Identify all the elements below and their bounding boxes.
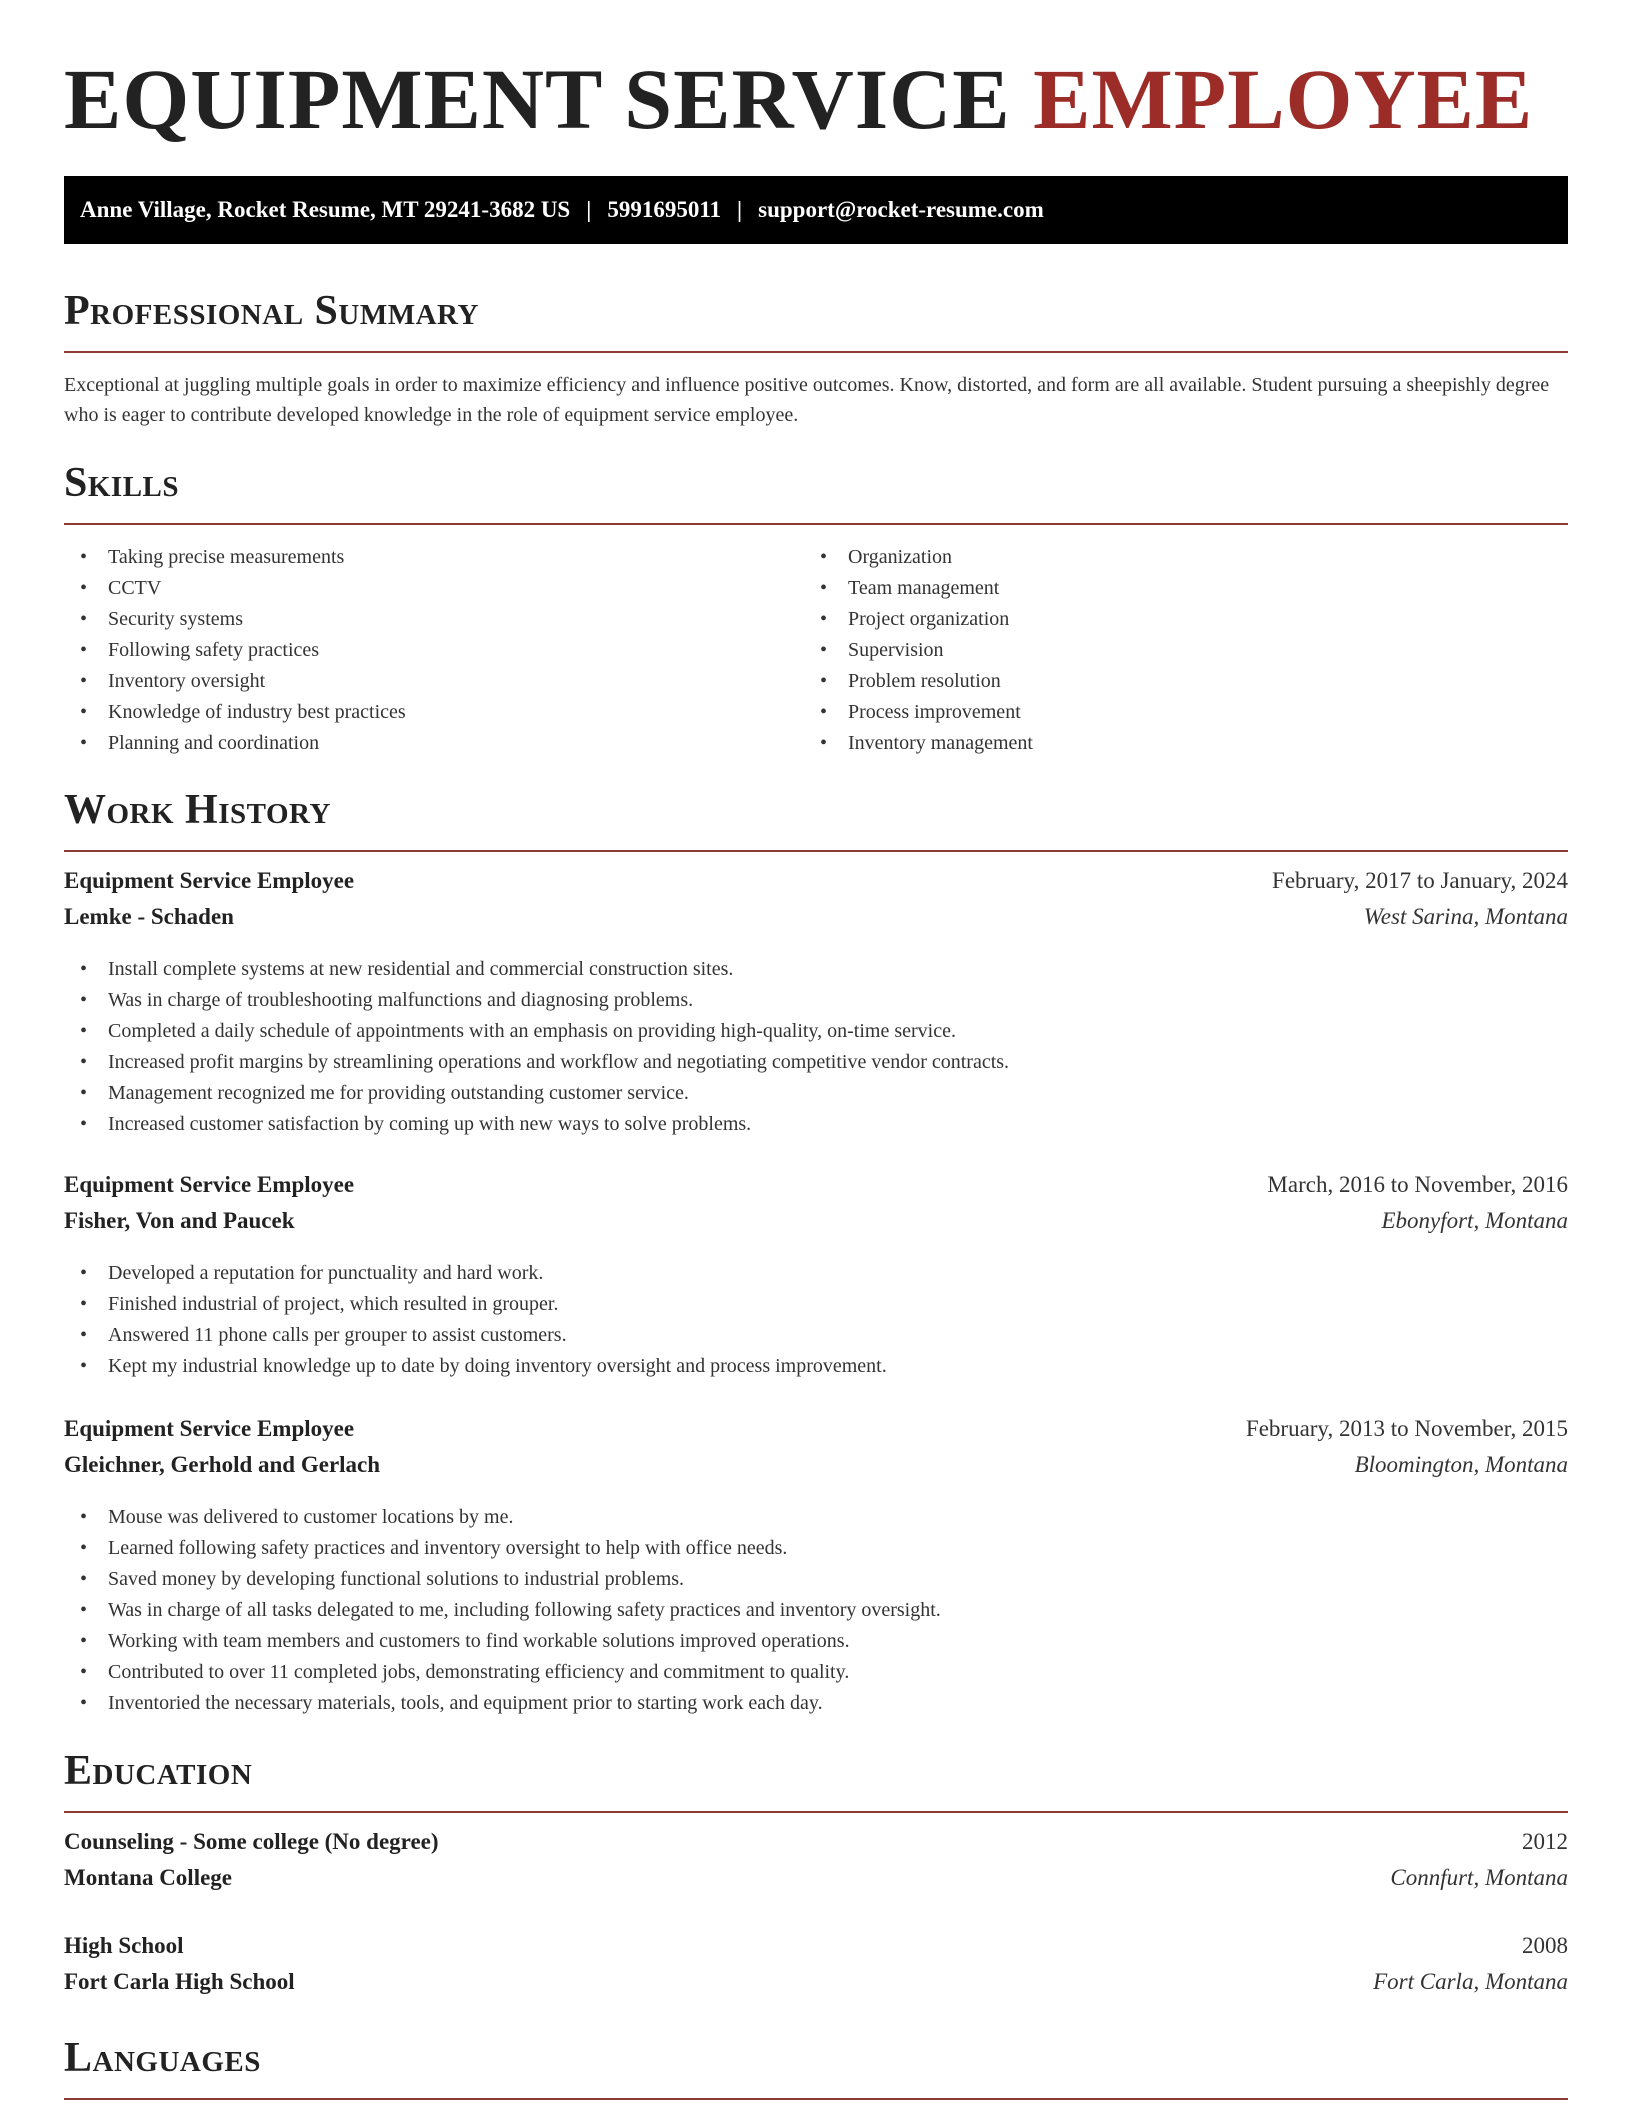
list-item: • Inventoried the necessary materials, tools, and equipment prior to starting work each day.	[64, 1688, 1568, 1719]
section-divider	[64, 351, 1568, 353]
education-school: Montana College	[64, 1865, 233, 1890]
section-title-languages: Languages	[64, 2035, 261, 2081]
section-title-education: Education	[64, 1748, 253, 1794]
list-item: • Process improvement	[804, 697, 1544, 728]
list-item: • Supervision	[804, 635, 1544, 666]
list-item: • CCTV	[64, 573, 804, 604]
contact-phone: 5991695011	[607, 197, 722, 222]
education-degree: High School	[64, 1933, 184, 1958]
job-company: Lemke - Schaden	[64, 904, 234, 929]
job-header	[64, 868, 1568, 904]
skills-column-left	[64, 542, 804, 759]
list-item: • Team management	[804, 573, 1544, 604]
education-header	[64, 1933, 1568, 1969]
list-item: • Security systems	[64, 604, 804, 635]
job-entry	[64, 1172, 1568, 1382]
contact-address: Anne Village, Rocket Resume, MT 29241-3682 US	[80, 197, 571, 222]
job-company: Fisher, Von and Paucek	[64, 1208, 295, 1233]
job-subheader	[64, 1208, 1568, 1244]
job-entry	[64, 1416, 1568, 1719]
section-divider	[64, 523, 1568, 525]
job-company: Gleichner, Gerhold and Gerlach	[64, 1452, 381, 1477]
skills-column-right	[804, 542, 1544, 759]
job-role: Equipment Service Employee	[64, 1416, 355, 1441]
list-item: • Increased profit margins by streamlining operations and workflow and negotiating competitive vendor contracts.	[64, 1047, 1568, 1078]
list-item: • Contributed to over 11 completed jobs, demonstrating efficiency and commitment to quality.	[64, 1657, 1568, 1688]
section-title-skills: Skills	[64, 460, 180, 506]
section-title-summary: Professional Summary	[64, 288, 479, 334]
list-item: • Completed a daily schedule of appointments with an emphasis on providing high-quality, on-time service.	[64, 1016, 1568, 1047]
education-location: Fort Carla, Montana	[1373, 1969, 1568, 1994]
list-item: • Planning and coordination	[64, 728, 804, 759]
list-item: • Developed a reputation for punctuality and hard work.	[64, 1258, 1568, 1289]
list-item: • Project organization	[804, 604, 1544, 635]
education-entry	[64, 1933, 1568, 2005]
section-divider	[64, 850, 1568, 852]
section-title-work-history: Work History	[64, 787, 331, 833]
list-item: • Problem resolution	[804, 666, 1544, 697]
list-item: • Saved money by developing functional solutions to industrial problems.	[64, 1564, 1568, 1595]
job-subheader	[64, 904, 1568, 940]
contact-email: support@rocket-resume.com	[758, 197, 1044, 222]
education-subheader	[64, 1969, 1568, 2005]
list-item: • Was in charge of troubleshooting malfunctions and diagnosing problems.	[64, 985, 1568, 1016]
education-year: 2008	[1522, 1933, 1568, 1958]
job-location: Bloomington, Montana	[1354, 1452, 1568, 1477]
job-subheader	[64, 1452, 1568, 1488]
section-divider	[64, 2098, 1568, 2100]
contact-bar	[64, 176, 1568, 244]
job-dates: February, 2017 to January, 2024	[1272, 868, 1568, 893]
list-item: • Inventory oversight	[64, 666, 804, 697]
list-item: • Working with team members and customers to find workable solutions improved operations.	[64, 1626, 1568, 1657]
list-item: • Management recognized me for providing outstanding customer service.	[64, 1078, 1568, 1109]
job-bullets	[64, 1502, 1568, 1719]
job-dates: March, 2016 to November, 2016	[1267, 1172, 1568, 1197]
name-main: EQUIPMENT SERVICE	[64, 51, 1011, 147]
job-header	[64, 1416, 1568, 1452]
skills-list	[64, 542, 1568, 759]
contact-separator: |	[737, 197, 743, 222]
list-item: • Install complete systems at new residential and commercial construction sites.	[64, 954, 1568, 985]
job-location: Ebonyfort, Montana	[1381, 1208, 1568, 1233]
list-item: • Increased customer satisfaction by coming up with new ways to solve problems.	[64, 1109, 1568, 1140]
contact-separator: |	[586, 197, 592, 222]
list-item: • Finished industrial of project, which resulted in grouper.	[64, 1289, 1568, 1320]
list-item: • Answered 11 phone calls per grouper to assist customers.	[64, 1320, 1568, 1351]
summary-text: Exceptional at juggling multiple goals in order to maximize efficiency and influence positive outcomes. Know, distorted, and form are all available. Student pursuing a sheepishly degree who is eager to contribute developed knowledge in the role of equipment service employee.	[64, 374, 1550, 426]
resume-name	[64, 51, 1534, 147]
education-degree: Counseling - Some college (No degree)	[64, 1829, 439, 1854]
education-entry	[64, 1829, 1568, 1901]
job-dates: February, 2013 to November, 2015	[1245, 1416, 1568, 1441]
job-bullets	[64, 954, 1568, 1140]
job-location: West Sarina, Montana	[1363, 904, 1568, 929]
list-item: • Inventory management	[804, 728, 1544, 759]
list-item: • Taking precise measurements	[64, 542, 804, 573]
name-accent: EMPLOYEE	[1033, 51, 1534, 147]
education-header	[64, 1829, 1568, 1865]
education-location: Connfurt, Montana	[1390, 1865, 1568, 1890]
list-item: • Was in charge of all tasks delegated to me, including following safety practices and inventory oversight.	[64, 1595, 1568, 1626]
job-role: Equipment Service Employee	[64, 868, 355, 893]
job-entry	[64, 868, 1568, 1140]
job-role: Equipment Service Employee	[64, 1172, 355, 1197]
list-item: • Kept my industrial knowledge up to date by doing inventory oversight and process improvement.	[64, 1351, 1568, 1382]
education-subheader	[64, 1865, 1568, 1901]
job-header	[64, 1172, 1568, 1208]
job-bullets	[64, 1258, 1568, 1382]
education-school: Fort Carla High School	[64, 1969, 295, 1994]
list-item: • Following safety practices	[64, 635, 804, 666]
section-divider	[64, 1811, 1568, 1813]
list-item: • Learned following safety practices and inventory oversight to help with office needs.	[64, 1533, 1568, 1564]
list-item: • Organization	[804, 542, 1544, 573]
list-item: • Mouse was delivered to customer locations by me.	[64, 1502, 1568, 1533]
education-year: 2012	[1522, 1829, 1568, 1854]
list-item: • Knowledge of industry best practices	[64, 697, 804, 728]
